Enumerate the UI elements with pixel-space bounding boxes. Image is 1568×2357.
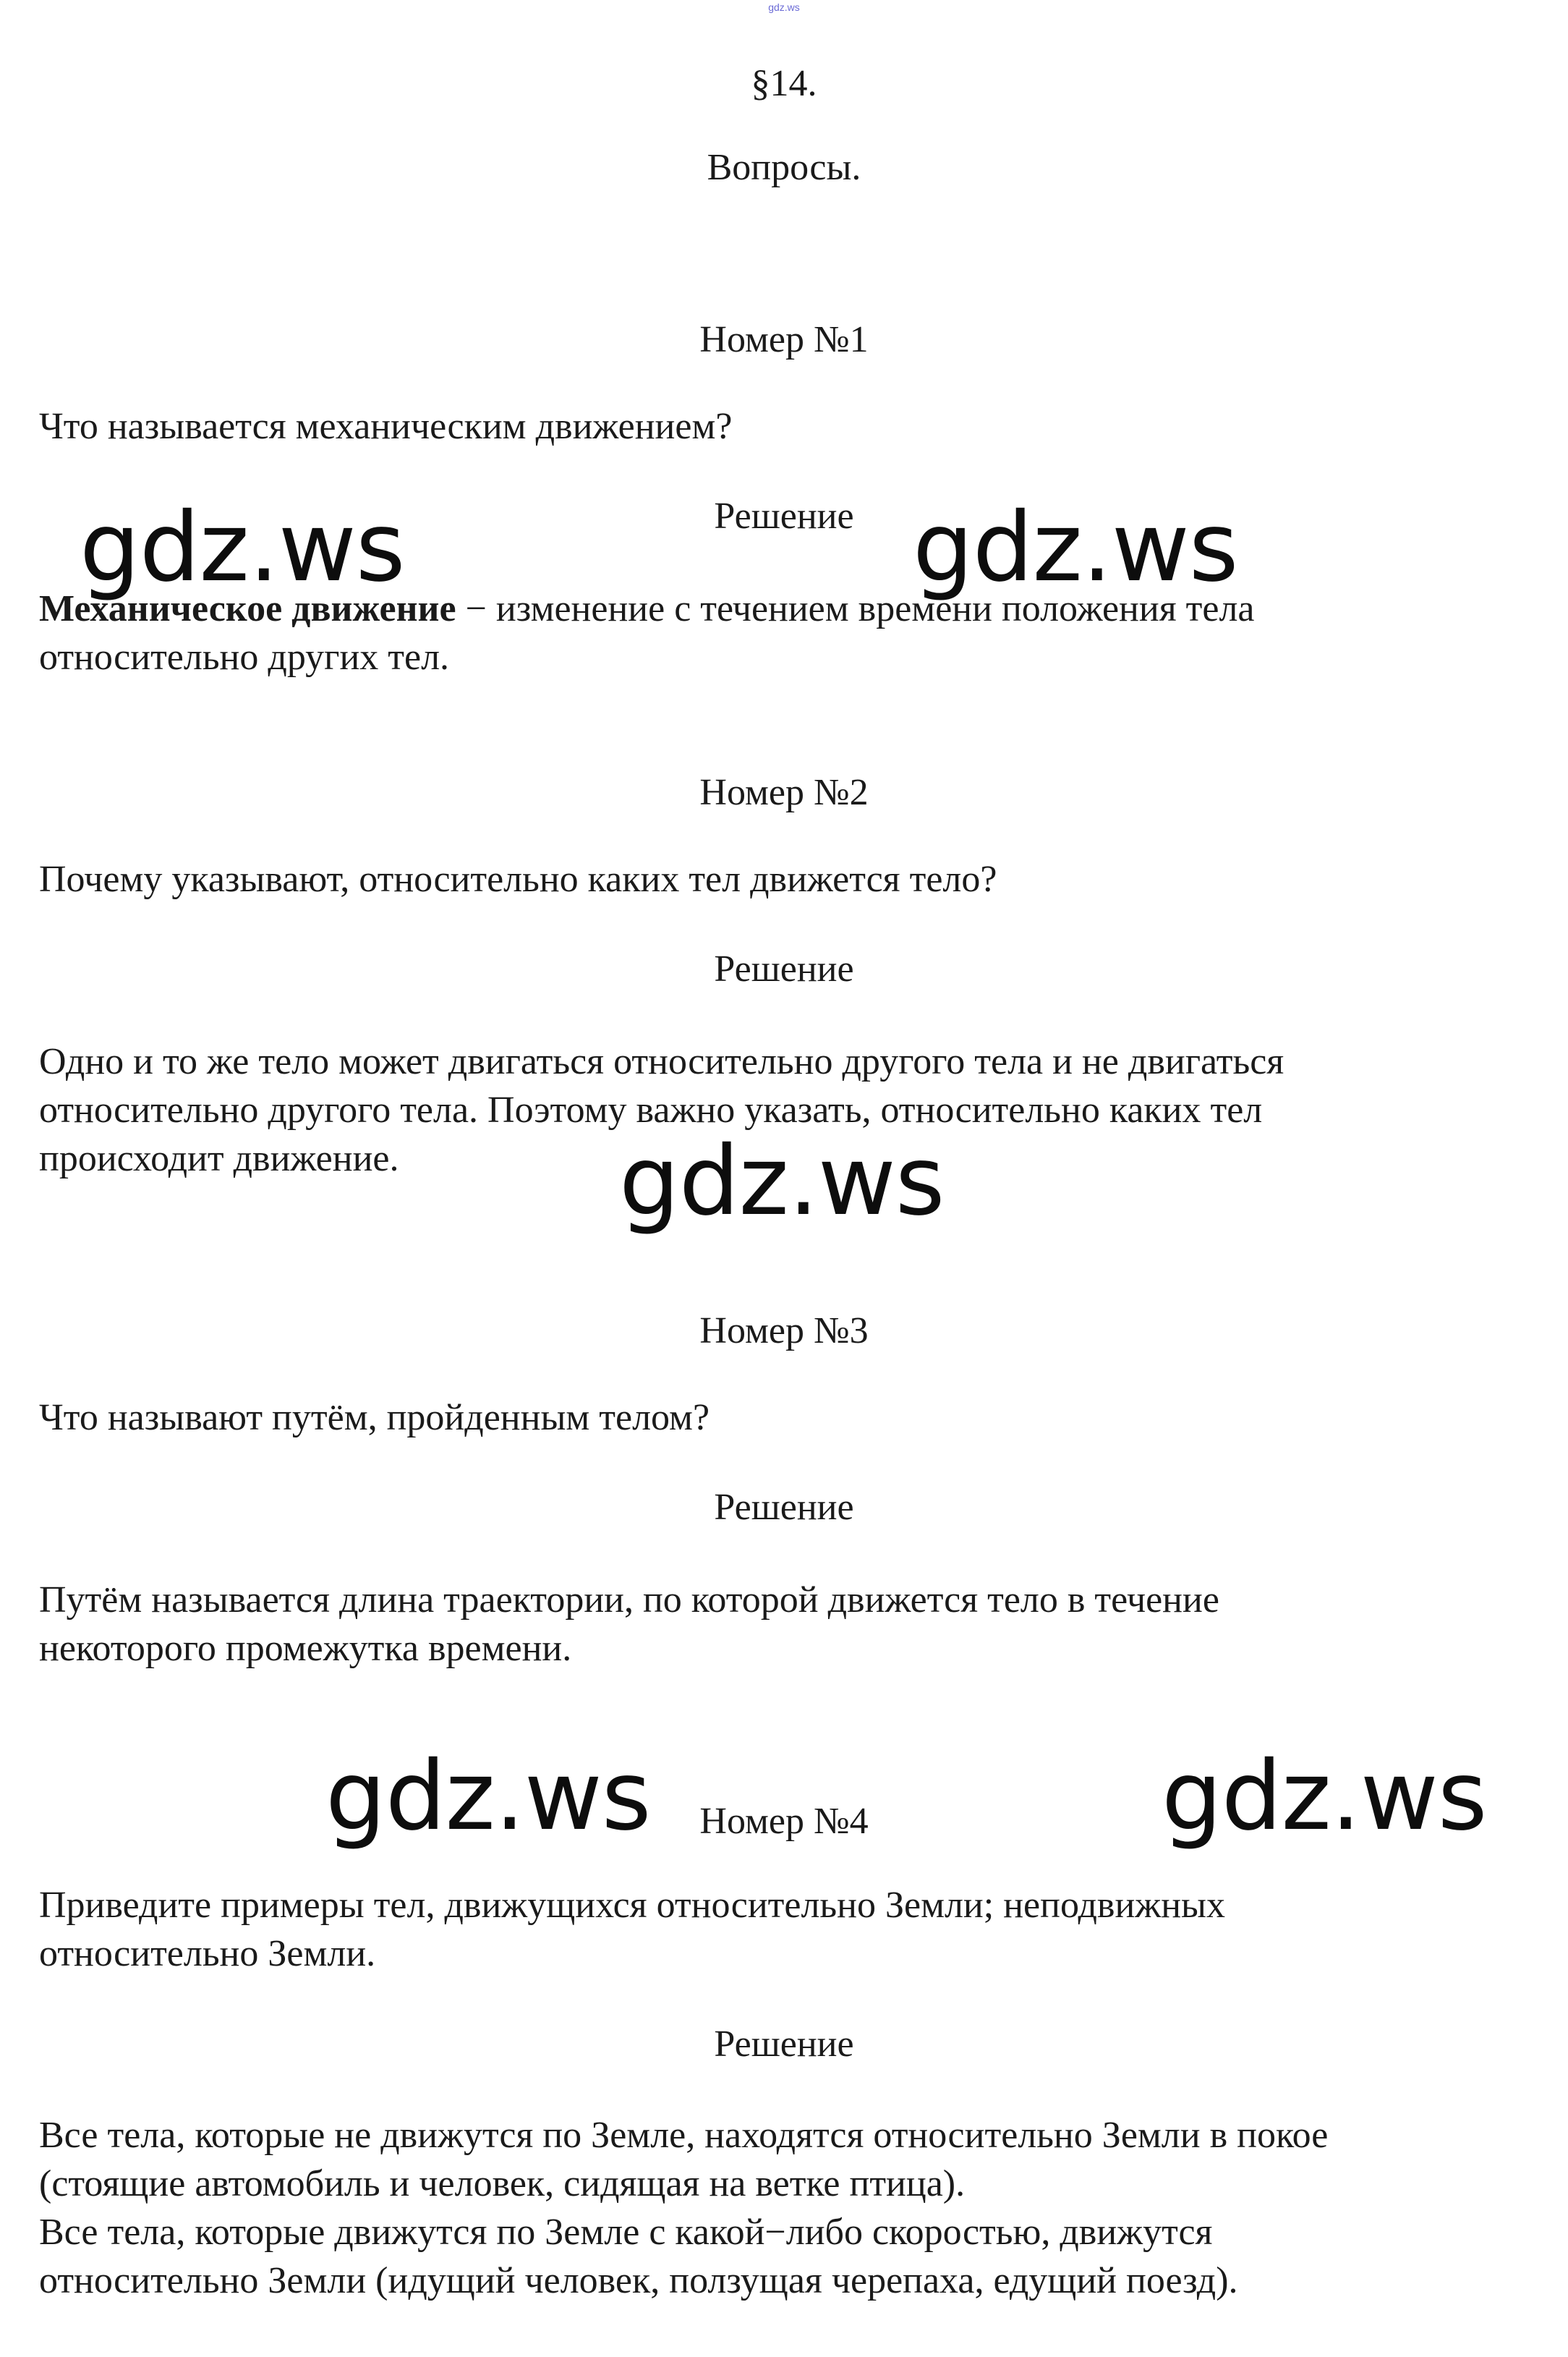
watermark: gdz.ws bbox=[619, 1126, 945, 1237]
watermark: gdz.ws bbox=[80, 492, 405, 603]
question-4-answer: Все тела, которые не движутся по Земле, находятся относительно Земли в покое (стоящие автомобиль и человек, сидящая на ветке птица). Все тела, которые движутся по Земле с какой−либо скоростью, движутся относительно Земли (идущий человек, ползущая черепаха, едущий поезд). bbox=[39, 2115, 1329, 2301]
top-watermark-text: gdz.ws bbox=[768, 1, 800, 13]
question-2-solution-label: Решение bbox=[714, 948, 854, 990]
answer-term: Механическое движение bbox=[39, 588, 456, 629]
question-4-number: Номер №4 bbox=[699, 1801, 869, 1842]
question-1-text: Что называется механическим движением? bbox=[39, 406, 733, 447]
question-1-solution-label: Решение bbox=[714, 496, 854, 537]
question-2-answer: Одно и то же тело может двигаться относительно другого тела и не двигаться относительно другого тела. Поэтому важно указать, относительно каких тел происходит движение. bbox=[39, 1041, 1284, 1179]
question-3-number: Номер №3 bbox=[699, 1310, 869, 1351]
question-3-answer: Путём называется длина траектории, по которой движется тело в течение некоторого промежутка времени. bbox=[39, 1579, 1219, 1669]
question-4-solution-label: Решение bbox=[714, 2023, 854, 2065]
question-3-solution-label: Решение bbox=[714, 1487, 854, 1528]
watermark: gdz.ws bbox=[325, 1741, 651, 1852]
question-2-text: Почему указывают, относительно каких тел движется тело? bbox=[39, 859, 997, 900]
question-1-answer: Механическое движение − изменение с течением времени положения тела относительно других тел. bbox=[39, 588, 1255, 678]
watermark: gdz.ws bbox=[913, 492, 1238, 603]
page-heading: Вопросы. bbox=[707, 147, 861, 188]
question-2-number: Номер №2 bbox=[699, 772, 869, 813]
question-1-number: Номер №1 bbox=[699, 319, 869, 360]
section-title: §14. bbox=[751, 63, 817, 104]
watermark: gdz.ws bbox=[1162, 1741, 1487, 1852]
question-3-text: Что называют путём, пройденным телом? bbox=[39, 1397, 710, 1438]
question-4-text: Приведите примеры тел, движущихся относительно Земли; неподвижных относительно Земли. bbox=[39, 1885, 1225, 1974]
